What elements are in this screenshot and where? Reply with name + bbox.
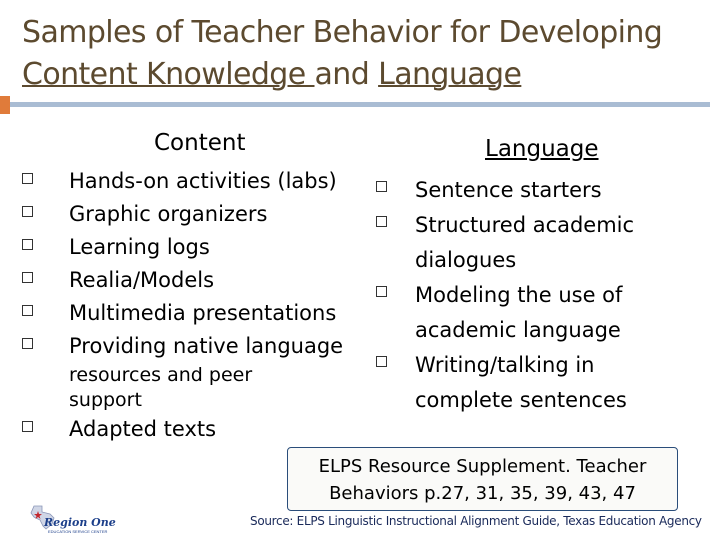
elps-callout-box [287,447,678,511]
square-bullet-icon [22,305,33,316]
list-item-text: Modeling the use of [415,283,623,307]
slide-title [22,12,702,96]
list-item [22,330,372,413]
title-and: and [314,57,379,92]
language-list [376,173,696,418]
square-bullet-icon [376,181,387,192]
list-item [376,278,696,348]
logo-subtitle: EDUCATION SERVICE CENTER [48,529,108,534]
square-bullet-icon [376,216,387,227]
list-item-text: Multimedia presentations [69,301,337,325]
logo-name: Region One [44,516,116,529]
square-bullet-icon [22,206,33,217]
list-item [22,198,372,231]
list-item-text: resources and peer [69,364,253,386]
list-item-text: complete sentences [415,388,627,412]
title-underlined-language: Language [378,57,522,92]
square-bullet-icon [22,338,33,349]
title-line-2 [22,54,702,96]
list-item-text: Providing native language [69,334,344,358]
list-item [376,173,696,208]
square-bullet-icon [22,272,33,283]
list-item-text: Learning logs [69,235,210,259]
source-citation: Source: ELPS Linguistic Instructional Alignment Guide, Texas Education Agency [250,514,702,528]
list-item [376,348,696,418]
list-item-text: academic language [415,318,621,342]
list-item-text: Sentence starters [415,178,602,202]
list-item [376,208,696,278]
square-bullet-icon [376,286,387,297]
callout-line-2: Behaviors p.27, 31, 35, 39, 43, 47 [329,483,636,504]
list-item [22,165,372,198]
language-heading: Language [485,136,599,162]
accent-bar [0,96,10,114]
square-bullet-icon [22,421,33,432]
list-item [22,231,372,264]
square-bullet-icon [376,356,387,367]
list-item-text: dialogues [415,248,517,272]
square-bullet-icon [22,239,33,250]
list-item [22,413,372,446]
callout-line-1: ELPS Resource Supplement. Teacher [318,456,647,477]
list-item-text: Realia/Models [69,268,215,292]
list-item-text: Structured academic [415,213,635,237]
list-item-text: Hands-on activities (labs) [69,169,337,193]
title-area [0,0,720,108]
region-one-logo [28,502,116,534]
list-item-text: Writing/talking in [415,353,595,377]
list-item [22,264,372,297]
content-heading: Content [154,130,246,156]
list-item-text: support [69,389,142,411]
title-line-1: Samples of Teacher Behavior for Developing [22,15,663,50]
title-underlined-content-knowledge: Content Knowledge [22,57,315,92]
title-rule [10,102,710,107]
content-list [22,165,372,446]
list-item-text: Graphic organizers [69,202,268,226]
square-bullet-icon [22,173,33,184]
list-item [22,297,372,330]
list-item-text: Adapted texts [69,417,217,441]
